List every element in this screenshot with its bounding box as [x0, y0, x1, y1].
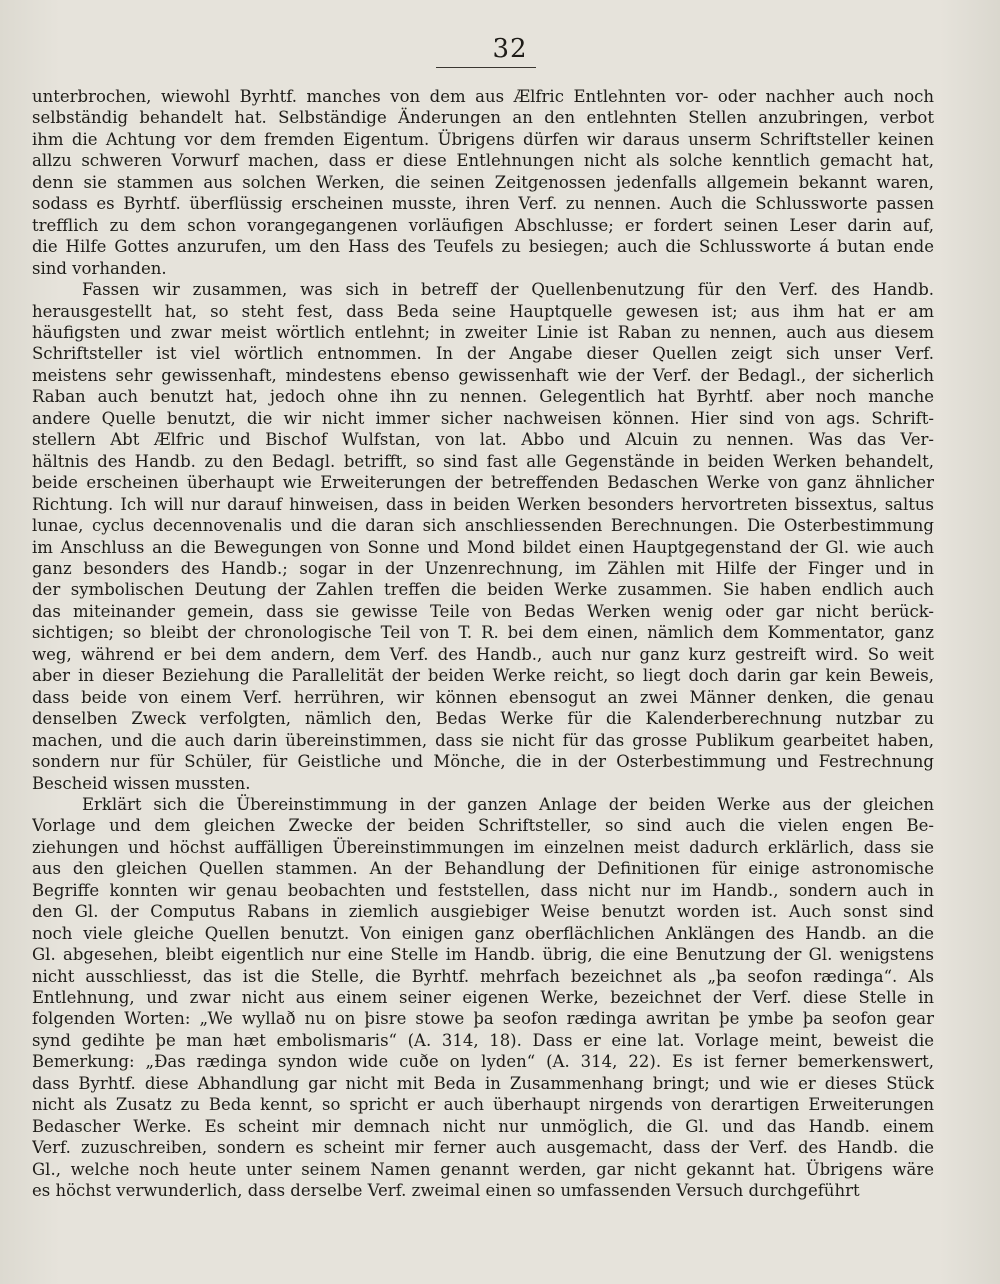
text-line: Gl., welche noch heute unter seinem Namen genannt werden, gar nicht gekannt hat. Übrigens wäre — [32, 1159, 934, 1179]
text-line: die Hilfe Gottes anzurufen, um den Hass des Teufels zu besiegen; auch die Schlussworte á butan ende — [32, 237, 934, 257]
text-line: Fassen wir zusammen, was sich in betreff der Quellenbenutzung für den Verf. des Handb. — [82, 280, 934, 300]
text-line: lunae, cyclus decennovenalis und die daran sich anschliessenden Berechnungen. Die Osterbestimmung — [32, 516, 934, 536]
text-line: hältnis des Handb. zu den Bedagl. betrifft, so sind fast alle Gegenstände in beiden Werken behandelt, — [32, 451, 934, 471]
text-line: denn sie stammen aus solchen Werken, die seinen Zeitgenossen jedenfalls allgemein bekannt waren, — [32, 172, 934, 192]
paragraph — [32, 279, 934, 794]
text-line: Bedascher Werke. Es scheint mir demnach nicht nur unmöglich, die Gl. und das Handb. einem — [32, 1116, 934, 1136]
text-line: den Gl. der Computus Rabans in ziemlich ausgiebiger Weise benutzt worden ist. Auch sonst sind — [32, 902, 934, 922]
text-line: Vorlage und dem gleichen Zwecke der beiden Schriftsteller, so sind auch die vielen engen Be- — [32, 816, 934, 836]
text-line: Begriffe konnten wir genau beobachten und feststellen, dass nicht nur im Handb., sondern auch in — [32, 880, 934, 900]
text-line: Erklärt sich die Übereinstimmung in der ganzen Anlage der beiden Werke aus der gleichen — [82, 794, 934, 814]
text-line: synd gedihte þe man hæt embolismaris“ (A. 314, 18). Dass er eine lat. Vorlage meint, beweist die — [32, 1030, 934, 1050]
text-line: sondern nur für Schüler, für Geistliche und Mönche, die in der Osterbestimmung und Festrechnung — [32, 752, 934, 772]
page-number: 32 — [492, 34, 528, 64]
text-line: häufigsten und zwar meist wörtlich entlehnt; in zweiter Linie ist Raban zu nennen, auch aus diesem — [32, 322, 934, 342]
text-line: machen, und die auch darin übereinstimmen, dass sie nicht für das grosse Publikum gearbeitet haben, — [32, 730, 934, 750]
body-text — [32, 86, 934, 1202]
text-line: Entlehnung, und zwar nicht aus einem seiner eigenen Werke, bezeichnet der Verf. diese Stelle in — [32, 988, 934, 1008]
text-line: der symbolischen Deutung der Zahlen treffen die beiden Werke zusammen. Sie haben endlich auch — [32, 580, 934, 600]
text-line: selbständig behandelt hat. Selbständige Änderungen an den entlehnten Stellen anzubringen, verbot — [32, 108, 934, 128]
text-line: aber in dieser Beziehung die Parallelität der beiden Werke reicht, so liegt doch darin gar kein Beweis, — [32, 666, 934, 686]
text-line: Verf. zuzuschreiben, sondern es scheint mir ferner auch ausgemacht, dass der Verf. des Handb. die — [32, 1138, 934, 1158]
text-line: dass Byrhtf. diese Abhandlung gar nicht mit Beda in Zusammenhang bringt; und wie er dieses Stück — [32, 1073, 934, 1093]
page-number-rule — [436, 67, 536, 68]
text-line: beide erscheinen überhaupt wie Erweiterungen der betreffenden Bedaschen Werke von ganz ähnlicher — [32, 473, 934, 493]
text-line: Richtung. Ich will nur darauf hinweisen, dass in beiden Werken besonders hervortreten bissextus, saltus — [32, 494, 934, 514]
text-line: im Anschluss an die Bewegungen von Sonne und Mond bildet einen Hauptgegenstand der Gl. wie auch — [32, 537, 934, 557]
text-line: andere Quelle benutzt, die wir nicht immer sicher nachweisen können. Hier sind von ags. Schrift- — [32, 408, 934, 428]
text-line: aus den gleichen Quellen stammen. An der Behandlung der Definitionen für einige astronomische — [32, 859, 934, 879]
text-line: trefflich zu dem schon vorangegangenen vorläufigen Abschlusse; er fordert seinen Leser darin auf, — [32, 215, 934, 235]
text-line: das miteinander gemein, dass sie gewisse Teile von Bedas Werken wenig oder gar nicht berück- — [32, 601, 934, 621]
text-line: herausgestellt hat, so steht fest, dass Beda seine Hauptquelle gewesen ist; aus ihm hat er am — [32, 301, 934, 321]
paragraph — [32, 86, 934, 279]
text-line: Bescheid wissen mussten. — [32, 773, 251, 793]
text-line: Raban auch benutzt hat, jedoch ohne ihn zu nennen. Gelegentlich hat Byrhtf. aber noch manche — [32, 387, 934, 407]
text-line: dass beide von einem Verf. herrühren, wir können ebensogut an zwei Männer denken, die genau — [32, 687, 934, 707]
text-line: unterbrochen, wiewohl Byrhtf. manches von dem aus Ælfric Entlehnten vor- oder nachher auch noch — [32, 87, 934, 106]
text-line: sichtigen; so bleibt der chronologische Teil von T. R. bei dem einen, nämlich dem Kommentator, ganz — [32, 623, 934, 643]
text-line: sodass es Byrhtf. überflüssig erscheinen musste, ihren Verf. zu nennen. Auch die Schlussworte passen — [32, 194, 934, 214]
text-line: ganz besonders des Handb.; sogar in der Unzenrechnung, im Zählen mit Hilfe der Finger und in — [32, 558, 934, 578]
text-line: Bemerkung: „Ðas rædinga syndon wide cuðe on lyden“ (A. 314, 22). Es ist ferner bemerkenswert, — [32, 1052, 934, 1072]
text-line: Schriftsteller ist viel wörtlich entnommen. In der Angabe dieser Quellen zeigt sich unser Verf. — [32, 344, 934, 364]
text-line: denselben Zweck verfolgten, nämlich den, Bedas Werke für die Kalenderberechnung nutzbar zu — [32, 709, 934, 729]
text-line: sind vorhanden. — [32, 258, 167, 278]
text-line: noch viele gleiche Quellen benutzt. Von einigen ganz oberflächlichen Anklängen des Handb. an die — [32, 923, 934, 943]
text-line: Gl. abgesehen, bleibt eigentlich nur eine Stelle im Handb. übrig, die eine Benutzung der Gl. wenigstens — [32, 945, 934, 965]
text-line: weg, während er bei dem andern, dem Verf. des Handb., auch nur ganz kurz gestreift wird. So weit — [32, 644, 934, 664]
text-line: nicht ausschliesst, das ist die Stelle, die Byrhtf. mehrfach bezeichnet als „þa seofon rædinga“. Als — [32, 966, 934, 986]
text-line: folgenden Worten: „We wyllað nu on þisre stowe þa seofon rædinga awritan þe ymbe þa seofon gear — [32, 1009, 934, 1029]
text-line: stellern Abt Ælfric und Bischof Wulfstan, von lat. Abbo und Alcuin zu nennen. Was das Ver- — [32, 430, 934, 450]
text-line: meistens sehr gewissenhaft, mindestens ebenso gewissenhaft wie der Verf. der Bedagl., der sicherlich — [32, 365, 934, 385]
text-line: es höchst verwunderlich, dass derselbe Verf. zweimal einen so umfassenden Versuch durchgeführt — [32, 1181, 860, 1201]
text-line: allzu schweren Vorwurf machen, dass er diese Entlehnungen nicht als solche kenntlich gemacht hat, — [32, 151, 934, 171]
paragraph — [32, 794, 934, 1202]
text-line: ziehungen und höchst auffälligen Übereinstimmungen im einzelnen meist dadurch erklärlich, dass sie — [32, 837, 934, 857]
text-line: nicht als Zusatz zu Beda kennt, so spricht er auch überhaupt nirgends von derartigen Erweiterungen — [32, 1095, 934, 1115]
text-line: ihm die Achtung vor dem fremden Eigentum. Übrigens dürfen wir daraus unserm Schriftsteller keinen — [32, 129, 934, 149]
